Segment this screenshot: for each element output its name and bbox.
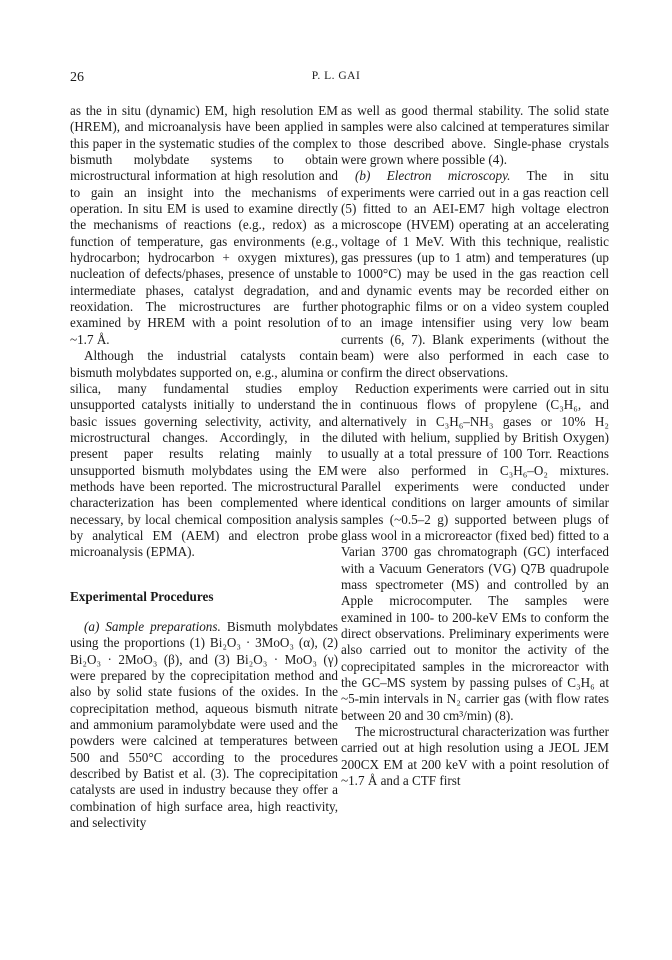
paragraph: as well as good thermal stability. The solid state samples were also calcined at temperatures similar to those described above. Single-phase crystals were grown where possible (4). (341, 103, 609, 168)
left-column (70, 103, 338, 831)
paragraph (341, 168, 609, 380)
subsection-label: (a) Sample preparations. (84, 618, 221, 634)
paragraph-text: Bismuth molybdates using the proportions (1) Bi₂O₃ · 3MoO₃ (α), (2) Bi₂O₃ · 2MoO₃ (β), and (3) Bi₂O₃ · MoO₃ (γ) were prepared by the coprecipitation method and also by solid state fusions of the oxides. In the coprecipitation method, aqueous bismuth nitrate and ammonium paramolybdate were used and the powders were calcined at temperatures between 500 and 550°C according to the procedures described by Batist et al. (3). The coprecipitation catalysts are used in industry because they offer a combination of high surface area, high reactivity, and selectivity (70, 618, 338, 831)
subsection-label: (b) Electron microscopy. (355, 168, 511, 184)
right-column (341, 103, 609, 789)
paragraph: Although the industrial catalysts contain bismuth molybdates supported on, e.g., alumina or silica, many fundamental studies employ unsupported catalysts initially to understand the basic issues governing selectivity, activity, and microstructural changes. Accordingly, in the present paper results relating mainly to unsupported bismuth molybdates using the EM methods have been reported. The microstructural characterization has been complemented where necessary, by local chemical composition analysis by analytical EM (AEM) and electron probe microanalysis (EPMA). (70, 348, 338, 560)
paragraph: Reduction experiments were carried out in situ in continuous flows of propylene (C₃H₆, and alternatively in C₃H₆–NH₃ gases or 10% H₂ diluted with helium, supplied by British Oxygen) usually at a total pressure of 100 Torr. Reactions were also performed in C₃H₆–O₂ mixtures. Parallel experiments were conducted under identical conditions on larger amounts of similar samples (~0.5–2 g) supported between plugs of glass wool in a microreactor (fixed bed) fitted to a Varian 3700 gas chromatograph (GC) interfaced with a Vacuum Generators (VG) Q7B quadrupole mass spectrometer (MS) and controlled by an Apple microcomputer. The samples were examined in 100- to 200-keV EMs to conform the direct observations. Preliminary experiments were also carried out to monitor the activity of the coprecipitated samples in the microreactor with the GC–MS system by passing pulses of C₃H₆ at ~5-min intervals in N₂ carrier gas (with flow rates between 20 and 30 cm³/min) (8). (341, 380, 609, 723)
paragraph: as the in situ (dynamic) EM, high resolution EM (HREM), and microanalysis have been applied in this paper in the systematic studies of the complex bismuth molybdate systems to obtain microstructural information at high resolution and to gain an insight into the mechanisms of operation. In situ EM is used to examine directly the mechanisms of reactions (e.g., redox) as a function of temperature, gas environments (e.g., hydrocarbon; hydrocarbon + oxygen mixtures), nucleation of defects/phases, presence of unstable intermediate phases, catalyst degradation, and reoxidation. The microstructures are further examined by HREM with a point resolution of ~1.7 Å. (70, 103, 338, 347)
paragraph (70, 619, 338, 831)
section-heading: Experimental Procedures (70, 588, 214, 604)
page-number: 26 (70, 70, 84, 85)
paragraph: The microstructural characterization was further carried out at high resolution using a JEOL JEM 200CX EM at 200 keV with a point resolution of ~1.7 Å and a CTF first (341, 724, 609, 789)
running-head: P. L. GAI (311, 70, 361, 82)
paragraph-text: The in situ experiments were carried out in a gas reaction cell (5) fitted to an AEI-EM7 high voltage electron microscope (HVEM) operating at an accelerating voltage of 1 MeV. With this technique, realistic gas pressures (up to 1 atm) and temperatures (up to 1000°C) may be used in the gas reaction cell and dynamic events may be recorded either on photographic films or on a video system coupled to an image intensifier using very low beam currents (6, 7). Blank experiments (without the beam) were also performed in each case to confirm the direct observations. (341, 168, 609, 380)
